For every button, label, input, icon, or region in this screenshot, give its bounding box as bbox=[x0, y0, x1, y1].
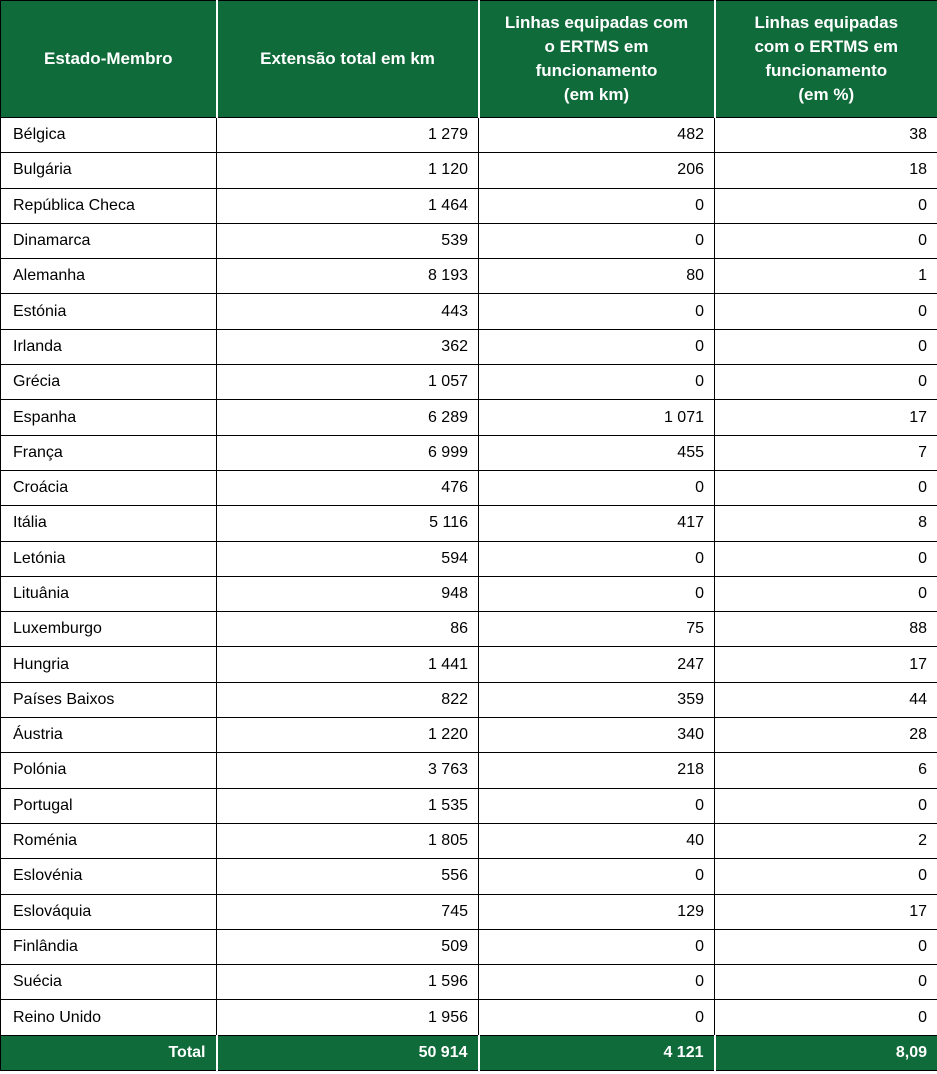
table-row bbox=[1, 859, 937, 894]
ertms-km-cell: 0 bbox=[479, 965, 715, 1000]
ertms-km-cell: 0 bbox=[479, 788, 715, 823]
member-state-cell: Finlândia bbox=[1, 929, 217, 964]
total-length-cell: 539 bbox=[217, 223, 479, 258]
ertms-km-cell: 0 bbox=[479, 329, 715, 364]
member-state-cell: Portugal bbox=[1, 788, 217, 823]
total-length-cell: 3 763 bbox=[217, 753, 479, 788]
table-row bbox=[1, 1000, 937, 1035]
total-length-cell: 1 057 bbox=[217, 365, 479, 400]
ertms-km-cell: 75 bbox=[479, 612, 715, 647]
total-length-cell: 556 bbox=[217, 859, 479, 894]
ertms-percent-cell: 88 bbox=[715, 612, 937, 647]
table-row bbox=[1, 294, 937, 329]
total-length-cell: 86 bbox=[217, 612, 479, 647]
member-state-cell: República Checa bbox=[1, 188, 217, 223]
ertms-percent-cell: 6 bbox=[715, 753, 937, 788]
member-state-cell: Áustria bbox=[1, 718, 217, 753]
member-state-cell: Bulgária bbox=[1, 153, 217, 188]
ertms-percent-cell: 17 bbox=[715, 400, 937, 435]
header-total-length: Extensão total em km bbox=[217, 1, 479, 118]
ertms-km-cell: 1 071 bbox=[479, 400, 715, 435]
table-row bbox=[1, 400, 937, 435]
ertms-km-cell: 0 bbox=[479, 929, 715, 964]
table-row bbox=[1, 894, 937, 929]
table-row bbox=[1, 470, 937, 505]
member-state-cell: Roménia bbox=[1, 823, 217, 858]
ertms-percent-cell: 0 bbox=[715, 859, 937, 894]
ertms-percent-cell: 44 bbox=[715, 682, 937, 717]
header-row bbox=[1, 1, 937, 118]
ertms-km-cell: 0 bbox=[479, 188, 715, 223]
header-ertms-km-line: o ERTMS em bbox=[544, 37, 649, 56]
table-row bbox=[1, 506, 937, 541]
total-length-cell: 1 279 bbox=[217, 118, 479, 153]
total-row bbox=[1, 1035, 937, 1070]
total-length-cell: 1 220 bbox=[217, 718, 479, 753]
header-member-state: Estado-Membro bbox=[1, 1, 217, 118]
total-length-cell: 1 120 bbox=[217, 153, 479, 188]
total-length-cell: 509 bbox=[217, 929, 479, 964]
table-row bbox=[1, 153, 937, 188]
member-state-cell: Irlanda bbox=[1, 329, 217, 364]
ertms-percent-cell: 17 bbox=[715, 647, 937, 682]
total-length-cell: 594 bbox=[217, 541, 479, 576]
member-state-cell: Suécia bbox=[1, 965, 217, 1000]
ertms-percent-cell: 0 bbox=[715, 929, 937, 964]
table-row bbox=[1, 753, 937, 788]
ertms-km-cell: 247 bbox=[479, 647, 715, 682]
table-row bbox=[1, 929, 937, 964]
ertms-km-cell: 80 bbox=[479, 259, 715, 294]
ertms-percent-cell: 0 bbox=[715, 188, 937, 223]
ertms-percent-cell: 0 bbox=[715, 576, 937, 611]
ertms-km-cell: 206 bbox=[479, 153, 715, 188]
table-body bbox=[1, 118, 937, 1036]
table-row bbox=[1, 188, 937, 223]
table-row bbox=[1, 118, 937, 153]
ertms-km-cell: 340 bbox=[479, 718, 715, 753]
ertms-percent-cell: 1 bbox=[715, 259, 937, 294]
ertms-km-cell: 0 bbox=[479, 223, 715, 258]
ertms-percent-cell: 0 bbox=[715, 223, 937, 258]
table-row bbox=[1, 576, 937, 611]
total-length-cell: 5 116 bbox=[217, 506, 479, 541]
table-row bbox=[1, 329, 937, 364]
total-length-cell: 362 bbox=[217, 329, 479, 364]
header-ertms-km-line: Linhas equipadas com bbox=[504, 13, 689, 32]
member-state-cell: Dinamarca bbox=[1, 223, 217, 258]
ertms-percent-cell: 17 bbox=[715, 894, 937, 929]
member-state-cell: Espanha bbox=[1, 400, 217, 435]
ertms-km-cell: 0 bbox=[479, 1000, 715, 1035]
total-length-cell: 948 bbox=[217, 576, 479, 611]
member-state-cell: Países Baixos bbox=[1, 682, 217, 717]
ertms-km-cell: 417 bbox=[479, 506, 715, 541]
member-state-cell: Luxemburgo bbox=[1, 612, 217, 647]
ertms-km-cell: 218 bbox=[479, 753, 715, 788]
total-ertms-percent: 8,09 bbox=[715, 1035, 937, 1070]
ertms-percent-cell: 0 bbox=[715, 294, 937, 329]
member-state-cell: Alemanha bbox=[1, 259, 217, 294]
ertms-km-cell: 359 bbox=[479, 682, 715, 717]
ertms-percent-cell: 0 bbox=[715, 329, 937, 364]
total-ertms-km: 4 121 bbox=[479, 1035, 715, 1070]
table-row bbox=[1, 259, 937, 294]
table-row bbox=[1, 788, 937, 823]
header-ertms-percent bbox=[715, 1, 937, 118]
ertms-percent-cell: 18 bbox=[715, 153, 937, 188]
total-length-cell: 822 bbox=[217, 682, 479, 717]
member-state-cell: Polónia bbox=[1, 753, 217, 788]
ertms-km-cell: 0 bbox=[479, 470, 715, 505]
table-row bbox=[1, 823, 937, 858]
ertms-percent-cell: 0 bbox=[715, 1000, 937, 1035]
member-state-cell: Hungria bbox=[1, 647, 217, 682]
total-length-cell: 6 999 bbox=[217, 435, 479, 470]
table-row bbox=[1, 718, 937, 753]
header-ertms-percent-line: funcionamento bbox=[765, 61, 888, 80]
total-label: Total bbox=[1, 1035, 217, 1070]
member-state-cell: Lituânia bbox=[1, 576, 217, 611]
table-row bbox=[1, 612, 937, 647]
table-row bbox=[1, 365, 937, 400]
ertms-km-cell: 40 bbox=[479, 823, 715, 858]
total-length-cell: 1 535 bbox=[217, 788, 479, 823]
table-row bbox=[1, 435, 937, 470]
header-ertms-km bbox=[479, 1, 715, 118]
header-ertms-km-line: funcionamento bbox=[535, 61, 658, 80]
total-length-cell: 8 193 bbox=[217, 259, 479, 294]
member-state-cell: Eslovénia bbox=[1, 859, 217, 894]
ertms-km-cell: 0 bbox=[479, 859, 715, 894]
table-row bbox=[1, 541, 937, 576]
total-length-cell: 745 bbox=[217, 894, 479, 929]
ertms-percent-cell: 28 bbox=[715, 718, 937, 753]
member-state-cell: Reino Unido bbox=[1, 1000, 217, 1035]
ertms-km-cell: 455 bbox=[479, 435, 715, 470]
table-row bbox=[1, 223, 937, 258]
total-length-cell: 6 289 bbox=[217, 400, 479, 435]
ertms-percent-cell: 0 bbox=[715, 541, 937, 576]
ertms-km-cell: 129 bbox=[479, 894, 715, 929]
header-ertms-percent-line: Linhas equipadas bbox=[754, 13, 899, 32]
header-ertms-km-line: (em km) bbox=[563, 85, 630, 104]
ertms-percent-cell: 2 bbox=[715, 823, 937, 858]
ertms-percent-cell: 0 bbox=[715, 965, 937, 1000]
total-length-cell: 1 596 bbox=[217, 965, 479, 1000]
total-length-cell: 1 805 bbox=[217, 823, 479, 858]
total-length-cell: 1 464 bbox=[217, 188, 479, 223]
ertms-percent-cell: 8 bbox=[715, 506, 937, 541]
total-length-cell: 1 441 bbox=[217, 647, 479, 682]
member-state-cell: Eslováquia bbox=[1, 894, 217, 929]
table-row bbox=[1, 682, 937, 717]
member-state-cell: Estónia bbox=[1, 294, 217, 329]
ertms-percent-cell: 38 bbox=[715, 118, 937, 153]
ertms-km-cell: 0 bbox=[479, 541, 715, 576]
member-state-cell: França bbox=[1, 435, 217, 470]
ertms-km-cell: 482 bbox=[479, 118, 715, 153]
ertms-km-cell: 0 bbox=[479, 576, 715, 611]
ertms-km-cell: 0 bbox=[479, 294, 715, 329]
table-row bbox=[1, 647, 937, 682]
member-state-cell: Grécia bbox=[1, 365, 217, 400]
table-row bbox=[1, 965, 937, 1000]
member-state-cell: Croácia bbox=[1, 470, 217, 505]
header-ertms-percent-line: (em %) bbox=[798, 85, 855, 104]
ertms-km-cell: 0 bbox=[479, 365, 715, 400]
ertms-percent-cell: 0 bbox=[715, 365, 937, 400]
total-length-cell: 476 bbox=[217, 470, 479, 505]
ertms-percent-cell: 0 bbox=[715, 470, 937, 505]
header-ertms-percent-line: com o ERTMS em bbox=[754, 37, 899, 56]
ertms-percent-cell: 0 bbox=[715, 788, 937, 823]
member-state-cell: Bélgica bbox=[1, 118, 217, 153]
member-state-cell: Itália bbox=[1, 506, 217, 541]
total-length-cell: 1 956 bbox=[217, 1000, 479, 1035]
member-state-cell: Letónia bbox=[1, 541, 217, 576]
total-length: 50 914 bbox=[217, 1035, 479, 1070]
ertms-percent-cell: 7 bbox=[715, 435, 937, 470]
total-length-cell: 443 bbox=[217, 294, 479, 329]
